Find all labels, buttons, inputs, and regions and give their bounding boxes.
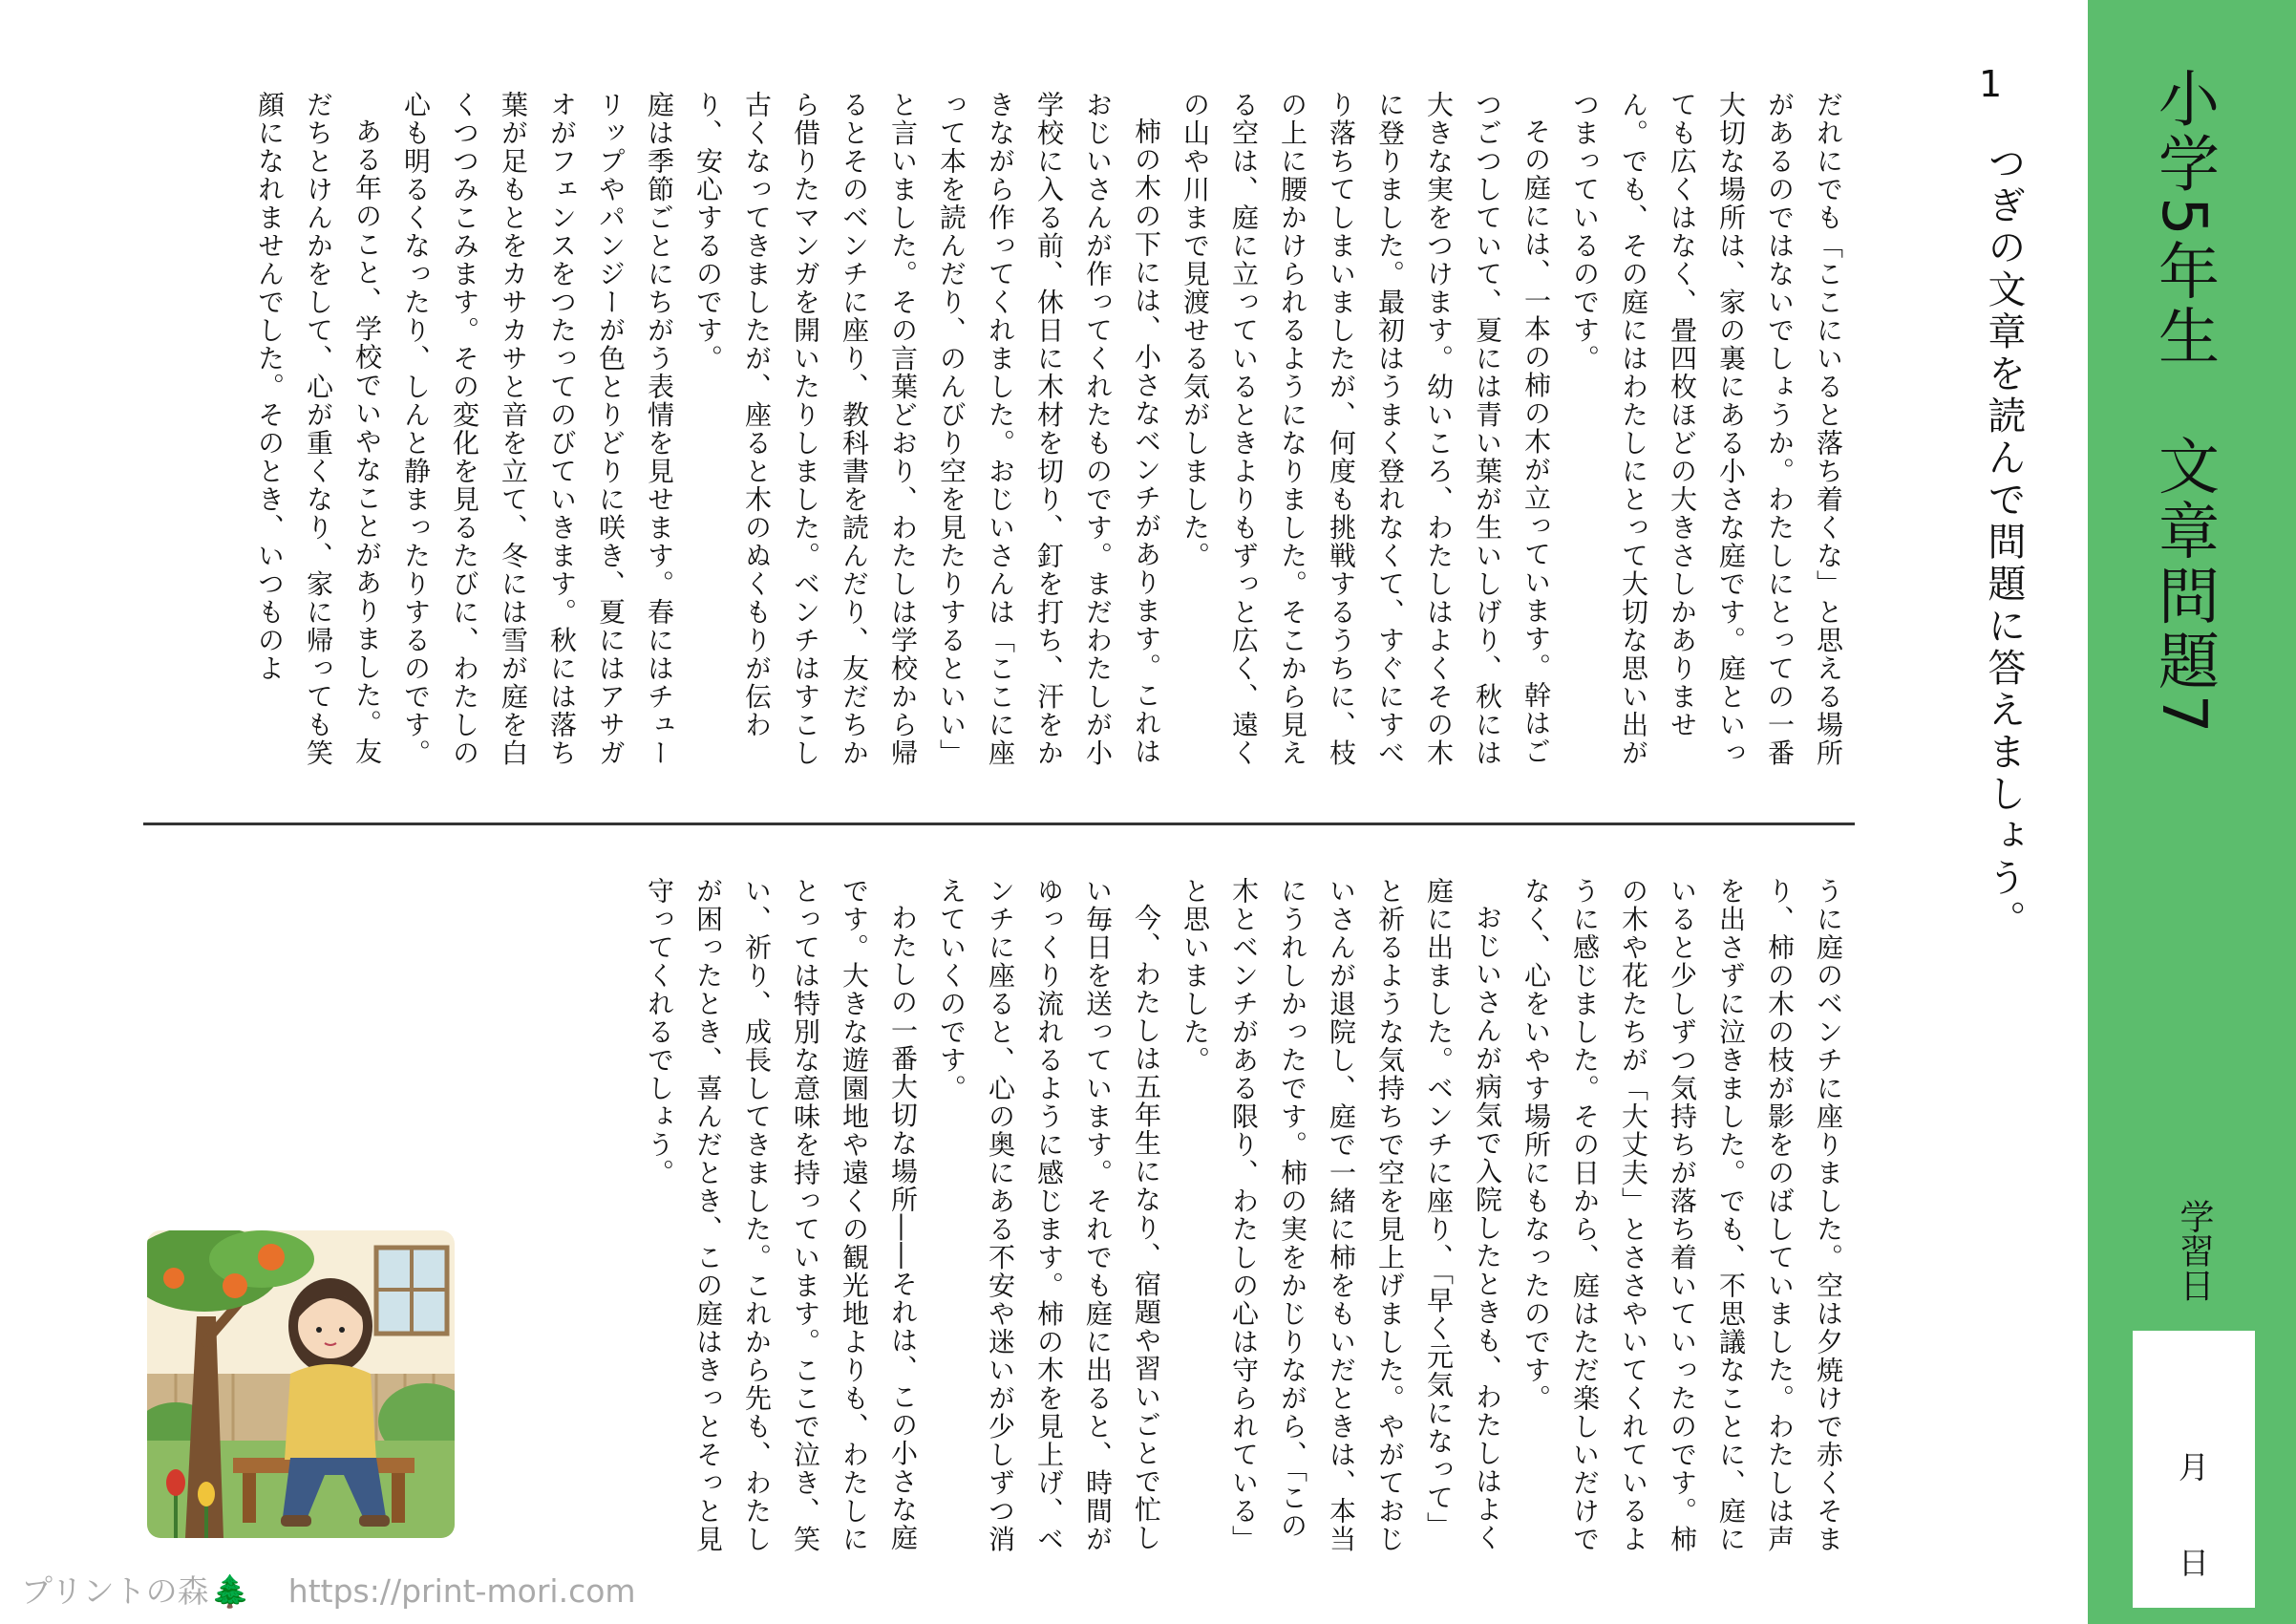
paragraph: その庭には、一本の柿の木が立っています。幹はごつごつしていて、夏には青い葉が生いしげり、秋には大きな実をつけます。幼いころ、わたしはよくその木に登りました。最初はうまく登れなくて、すぐにすべり落ちてしまいましたが、何度も挑戦するうちに、枝の上に腰かけられるようになりました。そこから見える空は、庭に立っているときよりもずっと広く、遠くの山や川まで見渡せる気がしました。 xyxy=(1180,91,1552,767)
page-title: 小学5年生 文章問題7 xyxy=(2148,67,2219,737)
girl-on-bench-illustration xyxy=(147,1230,455,1538)
paragraph: ある年のこと、学校でいやなことがありました。友だちとけんかをして、心が重くなり、家に帰っても笑顔になれませんでした。そのとき、いつものよ xyxy=(254,91,383,767)
study-date-box[interactable] xyxy=(2133,1331,2255,1608)
site-name: プリントの森 xyxy=(21,1572,209,1610)
question-number: 1 xyxy=(1979,63,2003,105)
paragraph: 今、わたしは五年生になり、宿題や習いごとで忙しい毎日を送っています。それでも庭に出ると、時間がゆっくり流れるように感じます。柿の木を見上げ、ベンチに座ると、心の奥にある不安や迷いが少しずつ消えていくのです。 xyxy=(936,877,1162,1553)
month-label: 月 xyxy=(2178,1449,2209,1485)
tree-icon: 🌲 xyxy=(210,1572,250,1610)
section-divider xyxy=(143,823,1855,825)
paragraph: うに庭のベンチに座りました。空は夕焼けで赤くそまり、柿の木の枝が影をのばしていました。わたしは声を出さずに泣きました。でも、不思議なことに、庭にいると少しずつ気持ちが落ち着いていったのです。柿の木や花たちが「大丈夫」とささやいてくれているように感じました。その日から、庭はただ楽しいだけでなく、心をいやす場所にもなったのです。 xyxy=(1520,877,1844,1553)
paragraph: わたしの一番大切な場所――それは、この小さな庭です。大きな遊園地や遠くの観光地よりも、わたしにとっては特別な意味を持っています。ここで泣き、笑い、祈り、成長してきました。これから先も、わたしが困ったとき、喜んだとき、この庭はきっとそっと見守ってくれるでしょう。 xyxy=(644,877,919,1553)
day-label: 日 xyxy=(2178,1545,2209,1581)
paragraph: だれにでも「ここにいると落ち着くな」と思える場所があるのではないでしょうか。わたしにとっての一番大切な場所は、家の裏にある小さな庭です。庭といっても広くはなく、畳四枚ほどの大きさしかありません。でも、その庭にはわたしにとって大切な思い出がつまっているのです。 xyxy=(1569,91,1844,767)
passage-top xyxy=(245,91,1853,779)
site-url-link[interactable]: https://print-mori.com xyxy=(287,1572,636,1610)
paragraph: おじいさんが病気で入院したときも、わたしはよく庭に出ました。ベンチに座り、「早く元気になって」と祈るような気持ちで空を見上げました。やがておじいさんが退院し、庭で一緒に柿をもいだときは、本当にうれしかったです。柿の実をかじりながら、「この木とベンチがある限り、わたしの心は守られている」と思いました。 xyxy=(1180,877,1503,1553)
paragraph: 柿の木の下には、小さなベンチがあります。これはおじいさんが作ってくれたものです。まだわたしが小学校に入る前、休日に木材を切り、釘を打ち、汗をかきながら作ってくれました。おじいさんは「ここに座って本を読んだり、のんびり空を見たりするといい」と言いました。その言葉どおり、わたしは学校から帰るとそのベンチに座り、教科書を読んだり、友だちから借りたマンガを開いたりしました。ベンチはすこし古くなってきましたが、座ると木のぬくもりが伝わり、安心するのです。 xyxy=(692,91,1162,767)
study-date-label: 学習日 xyxy=(2175,1199,2214,1302)
question-text: つぎの文章を読んで問題に答えましょう。 xyxy=(1982,143,2026,942)
passage-bottom xyxy=(635,877,1853,1565)
footer xyxy=(21,1567,636,1612)
paragraph: 庭は季節ごとにちがう表情を見せます。春にはチューリップやパンジーが色とりどりに咲き、夏にはアサガオがフェンスをつたってのびていきます。秋には落ち葉が足もとをカサカサと音を立て、冬には雪が庭を白くつつみこみます。その変化を見るたびに、わたしの心も明るくなったり、しんと静まったりするのです。 xyxy=(400,91,675,767)
